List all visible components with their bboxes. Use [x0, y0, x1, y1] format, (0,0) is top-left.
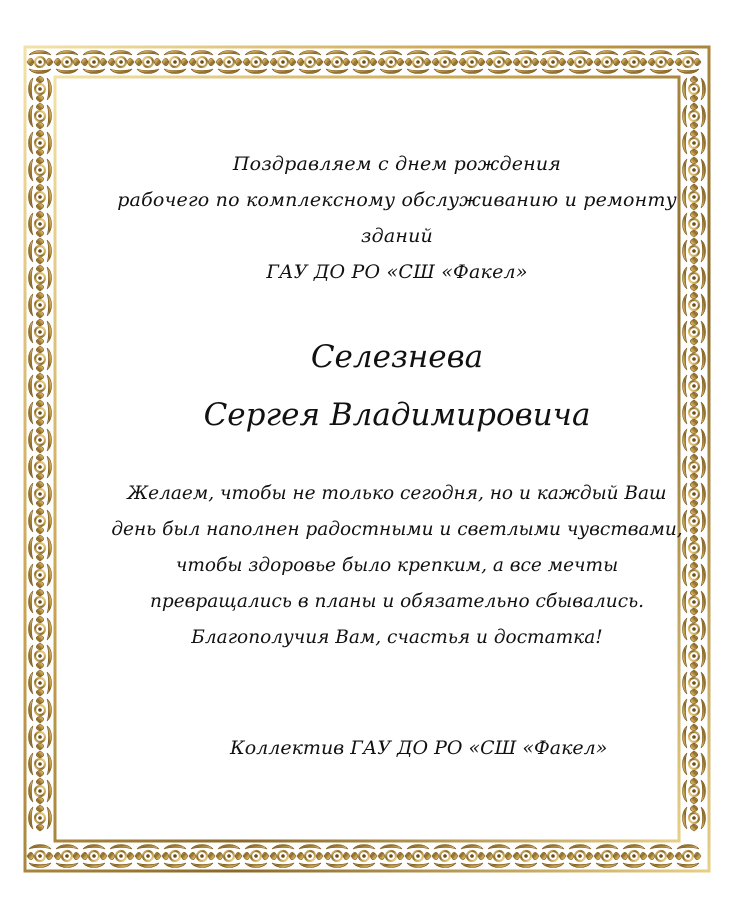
filigree-ornament-icon: [594, 51, 620, 74]
filigree-ornament-icon: [162, 51, 188, 74]
filigree-ornament-icon: [189, 51, 215, 74]
certificate-content: [80, 102, 714, 818]
filigree-ornament-icon: [243, 51, 269, 74]
filigree-ornament-icon: [29, 454, 52, 480]
filigree-ornament-icon: [29, 805, 52, 831]
filigree-ornament-icon: [324, 845, 350, 868]
wishes-line-2: день был наполнен радостными и светлыми чувствами,: [111, 519, 683, 540]
filigree-ornament-icon: [270, 51, 296, 74]
wishes-line-4: превращались в планы и обязательно сбывались.: [149, 591, 645, 612]
filigree-ornament-icon: [683, 76, 706, 102]
greeting-line-1: Поздравляем с днем рождения: [232, 153, 562, 175]
filigree-ornament-icon: [54, 51, 80, 74]
wishes-text: [80, 476, 714, 656]
wishes-line-5: Благополучия Вам, счастья и достатка!: [191, 627, 603, 648]
filigree-ornament-icon: [297, 51, 323, 74]
filigree-ornament-icon: [405, 51, 431, 74]
filigree-ornament-icon: [29, 76, 52, 102]
filigree-ornament-icon: [648, 51, 674, 74]
filigree-ornament-icon: [29, 751, 52, 777]
filigree-ornament-icon: [486, 51, 512, 74]
filigree-ornament-icon: [29, 238, 52, 264]
recipient-given-names: Сергея Владимировича: [203, 397, 591, 433]
recipient-surname: Селезнева: [310, 339, 484, 375]
filigree-ornament-icon: [486, 845, 512, 868]
greeting-line-4: ГАУ ДО РО «СШ «Факел»: [266, 261, 528, 283]
filigree-ornament-icon: [189, 845, 215, 868]
filigree-ornament-icon: [216, 51, 242, 74]
ornamental-gold-frame: [22, 44, 712, 874]
filigree-ornament-icon: [243, 845, 269, 868]
filigree-ornament-icon: [29, 589, 52, 615]
filigree-ornament-icon: [27, 845, 53, 868]
greeting-line-2: рабочего по комплексному обслуживанию и ремонту: [117, 189, 677, 211]
filigree-ornament-icon: [513, 845, 539, 868]
filigree-ornament-icon: [270, 845, 296, 868]
filigree-ornament-icon: [675, 51, 701, 74]
wishes-line-3: чтобы здоровье было крепким, а все мечты: [175, 555, 619, 576]
filigree-ornament-icon: [81, 845, 107, 868]
filigree-ornament-icon: [29, 265, 52, 291]
filigree-ornament-icon: [648, 845, 674, 868]
filigree-ornament-icon: [405, 845, 431, 868]
filigree-ornament-icon: [29, 319, 52, 345]
filigree-ornament-icon: [351, 845, 377, 868]
filigree-ornament-icon: [29, 427, 52, 453]
filigree-ornament-icon: [378, 845, 404, 868]
filigree-ornament-icon: [135, 845, 161, 868]
filigree-ornament-icon: [81, 51, 107, 74]
filigree-ornament-icon: [567, 845, 593, 868]
filigree-ornament-icon: [162, 845, 188, 868]
filigree-ornament-icon: [29, 211, 52, 237]
filigree-ornament-icon: [27, 51, 53, 74]
greeting-line-3: зданий: [361, 225, 433, 247]
filigree-ornament-icon: [621, 51, 647, 74]
filigree-ornament-icon: [29, 130, 52, 156]
filigree-ornament-icon: [29, 778, 52, 804]
filigree-ornament-icon: [29, 508, 52, 534]
filigree-ornament-icon: [513, 51, 539, 74]
greeting-heading: [80, 146, 714, 290]
filigree-ornament-icon: [432, 845, 458, 868]
filigree-ornament-icon: [29, 481, 52, 507]
signature: Коллектив ГАУ ДО РО «СШ «Факел»: [230, 737, 608, 759]
filigree-ornament-icon: [459, 845, 485, 868]
filigree-ornament-icon: [351, 51, 377, 74]
filigree-ornament-icon: [324, 51, 350, 74]
filigree-ornament-icon: [594, 845, 620, 868]
filigree-ornament-icon: [540, 845, 566, 868]
filigree-ornament-icon: [29, 670, 52, 696]
filigree-ornament-icon: [432, 51, 458, 74]
filigree-ornament-icon: [29, 724, 52, 750]
filigree-ornament-icon: [567, 51, 593, 74]
filigree-ornament-icon: [459, 51, 485, 74]
filigree-ornament-icon: [108, 51, 134, 74]
filigree-ornament-icon: [378, 51, 404, 74]
filigree-ornament-icon: [135, 51, 161, 74]
filigree-ornament-icon: [29, 103, 52, 129]
filigree-ornament-icon: [54, 845, 80, 868]
filigree-ornament-icon: [29, 562, 52, 588]
filigree-ornament-icon: [29, 697, 52, 723]
filigree-ornament-icon: [29, 643, 52, 669]
filigree-ornament-icon: [29, 346, 52, 372]
filigree-ornament-icon: [29, 184, 52, 210]
filigree-ornament-icon: [29, 535, 52, 561]
wishes-line-1: Желаем, чтобы не только сегодня, но и каждый Ваш: [127, 483, 667, 504]
filigree-ornament-icon: [29, 400, 52, 426]
filigree-ornament-icon: [297, 845, 323, 868]
filigree-ornament-icon: [29, 157, 52, 183]
recipient-name: [80, 328, 714, 444]
filigree-ornament-icon: [621, 845, 647, 868]
filigree-ornament-icon: [216, 845, 242, 868]
filigree-ornament-icon: [29, 616, 52, 642]
filigree-ornament-icon: [675, 845, 701, 868]
filigree-ornament-icon: [29, 292, 52, 318]
filigree-ornament-icon: [108, 845, 134, 868]
filigree-ornament-icon: [540, 51, 566, 74]
filigree-ornament-icon: [29, 373, 52, 399]
